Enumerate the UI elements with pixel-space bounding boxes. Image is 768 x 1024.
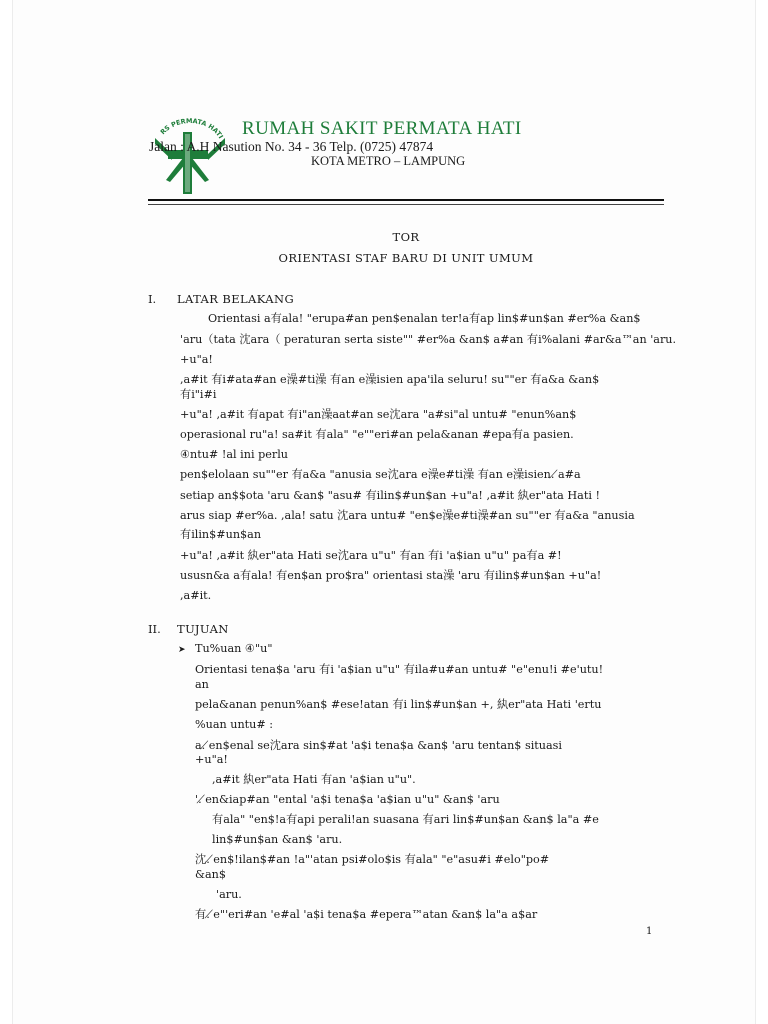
arrow-bullet-icon: ➤ bbox=[178, 645, 186, 655]
body-line: Orientasi tena$a 'aru 有i 'a$ian u"u" 有ila#u#an untu# "e"enu!i #e'utu! bbox=[195, 663, 604, 676]
body-line: 有ala" "en$!a有api perali!an suasana 有ari lin$#un$an &an$ la"a #e bbox=[212, 813, 599, 826]
hospital-name: RUMAH SAKIT PERMATA HATI bbox=[242, 118, 522, 139]
section-number: I. bbox=[148, 292, 157, 306]
body-line: ,a#it. bbox=[180, 589, 212, 602]
body-line: setiap an$$ota 'aru &an$ "asu# 有ilin$#un$an +u"a! ,a#it 紈er"ata Hati ! bbox=[180, 489, 600, 502]
body-line: +u"a! ,a#it 紈er"ata Hati se沈ara u"u" 有an 有i 'a$ian u"u" pa有a #! bbox=[180, 549, 562, 562]
body-line: operasional ru"a! sa#it 有ala" "e""eri#an pela&anan #epa有a pasien. bbox=[180, 428, 574, 441]
body-line: pela&anan penun%an$ #ese!atan 有i lin$#un$an +, 紈er"ata Hati 'ertu bbox=[195, 698, 602, 711]
body-line: 'aru（tata 沈ara（ peraturan serta siste"" #er%a &an$ a#an 有i%alani #ar&a™an 'aru. bbox=[180, 333, 677, 346]
section-number: II. bbox=[148, 622, 161, 636]
body-line: 有i"i#i bbox=[180, 388, 217, 401]
body-line: arus siap #er%a. ,ala! satu 沈ara untu# "en$e澡e#ti澡#an su""er 有a&a "anusia bbox=[180, 509, 635, 522]
document-title: TOR bbox=[392, 230, 420, 244]
body-line: 有ilin$#un$an bbox=[180, 528, 262, 541]
document-subtitle: ORIENTASI STAF BARU DI UNIT UMUM bbox=[278, 251, 534, 265]
logo-text: RS PERMATA HATI bbox=[158, 116, 225, 141]
body-line: ④ntu# !al ini perlu bbox=[180, 448, 288, 461]
body-line: %uan untu# : bbox=[195, 718, 274, 731]
body-line: ,a#it 有i#ata#an e澡#ti澡 有an e澡isien apa'ila seluru! su""er 有a&a &an$ bbox=[180, 373, 600, 386]
body-line: +u"a! ,a#it 有apat 有i"an澡aat#an se沈ara "a#si"al untu# "enun%an$ bbox=[180, 408, 577, 421]
body-line: Orientasi a有ala! "erupa#an pen$enalan ter!a有ap lin$#un$an #er%a &an$ bbox=[208, 312, 641, 325]
body-line: a. ̸en$enal se沈ara sin$#at 'a$i tena$a &an$ 'aru tentan$ situasi bbox=[195, 739, 562, 752]
hospital-address: Jalan : A.H Nasution No. 34 - 36 Telp. (0725) 47874 bbox=[149, 139, 434, 154]
body-line: ususn&a a有ala! 有en$an pro$ra" orientasi sta澡 'aru 有ilin$#un$an +u"a! bbox=[180, 569, 602, 582]
body-line: lin$#un$an &an$ 'aru. bbox=[212, 833, 343, 846]
section-title: TUJUAN bbox=[177, 622, 229, 636]
page-number: 1 bbox=[646, 926, 653, 937]
body-line: pen$elolaan su""er 有a&a "anusia se沈ara e澡e#ti澡 有an e澡isien. ̸a#a bbox=[180, 468, 581, 481]
section-title: LATAR BELAKANG bbox=[177, 292, 295, 306]
body-line: +u"a! bbox=[195, 753, 228, 766]
body-line: +u"a! bbox=[180, 353, 213, 366]
body-line: Tu%uan ④"u" bbox=[195, 642, 273, 655]
header-divider bbox=[148, 199, 664, 201]
body-line: 有. ̸e"'eri#an 'e#al 'a$i tena$a #epera™atan &an$ la"a a$ar bbox=[195, 908, 538, 921]
body-line: 'aru. bbox=[216, 888, 242, 901]
body-line: ,a#it 紈er"ata Hati 有an 'a$ian u"u". bbox=[212, 773, 416, 786]
body-line: an bbox=[195, 678, 209, 691]
body-line: '. ̸en&iap#an "ental 'a$i tena$a 'a$ian u"u" &an$ 'aru bbox=[195, 793, 500, 806]
body-line: 沈. ̸en$!ilan$#an !a"'atan psi#olo$is 有ala" "e"asu#i #elo"po# bbox=[195, 853, 550, 866]
hospital-city: KOTA METRO – LAMPUNG bbox=[311, 154, 466, 168]
header-divider-thin bbox=[148, 204, 664, 205]
body-line: &an$ bbox=[195, 868, 226, 881]
